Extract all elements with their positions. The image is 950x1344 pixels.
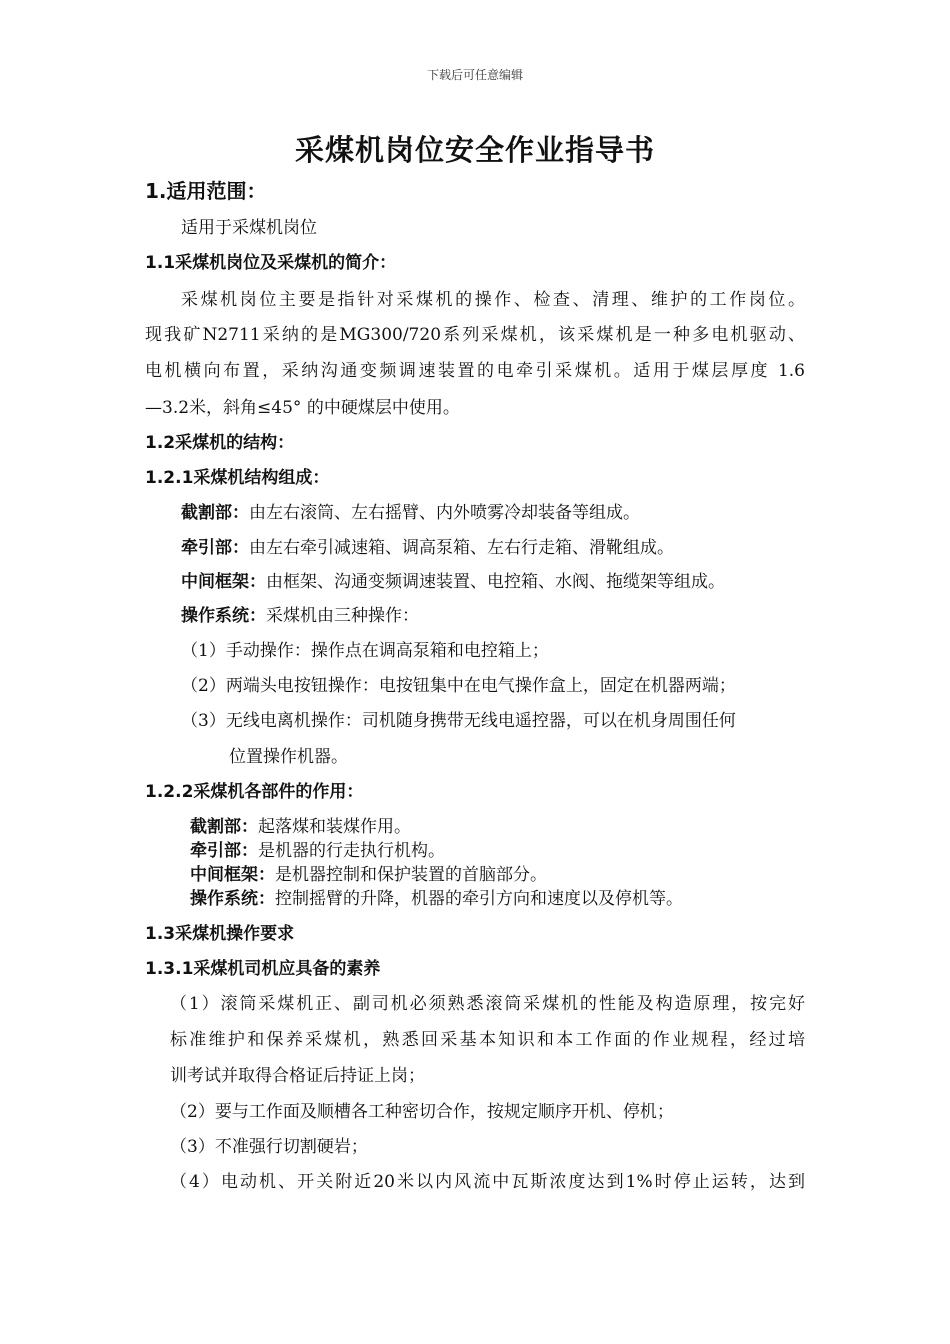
section-1-2-1-heading: 1.2.1采煤机结构组成： [145,468,330,488]
operation-mode-item: （2）两端头电按钮操作：电按钮集中在电气操作盒上，固定在机器两端； [181,676,736,696]
paragraph-line: —3.2米，斜角≤45° 的中硬煤层中使用。 [145,398,460,418]
item-label: 截割部： [181,503,249,523]
section-1-3-heading: 1.3采煤机操作要求 [145,924,295,944]
item-text: 是机器控制和保护装置的首脑部分。 [275,865,547,885]
operation-mode-item-continued: 位置操作机器。 [229,747,348,767]
requirement-line: （4）电动机、开关附近20米以内风流中瓦斯浓度达到1%时停止运转，达到 [170,1172,805,1192]
item-label: 中间框架： [181,572,266,592]
requirement-line: 标准维护和保养采煤机，熟悉回采基本知识和本工作面的作业规程，经过培 [170,1030,805,1050]
item-text: 由左右滚筒、左右摇臂、内外喷雾冷却装备等组成。 [249,503,640,523]
structure-item [181,601,419,626]
item-text: 由左右牵引减速箱、调高泵箱、左右行走箱、滑靴组成。 [249,538,674,558]
structure-item [181,567,725,592]
item-label: 截割部： [190,817,258,837]
document-title: 采煤机岗位安全作业指导书 [294,133,655,167]
function-item [190,860,547,885]
section-1-2-heading: 1.2采煤机的结构： [145,433,295,453]
paragraph-line: 现我矿N2711采纳的是MG300/720系列采煤机，该采煤机是一种多电机驱动、 [145,325,805,345]
function-item [190,884,683,909]
item-label: 牵引部： [190,841,258,861]
structure-item [181,498,640,523]
structure-item [181,533,674,558]
item-label: 操作系统： [181,606,266,626]
requirement-line: 训考试并取得合格证后持证上岗； [170,1066,425,1086]
paragraph-line: 采煤机岗位主要是指针对采煤机的操作、检查、清理、维护的工作岗位。 [181,290,805,310]
section-1-body: 适用于采煤机岗位 [181,218,317,238]
item-text: 控制摇臂的升降，机器的牵引方向和速度以及停机等。 [275,889,683,909]
item-label: 牵引部： [181,538,249,558]
requirement-line: （2）要与工作面及顺槽各工种密切合作，按规定顺序开机、停机； [170,1102,674,1122]
requirement-line: （3）不准强行切割硬岩； [170,1137,368,1157]
operation-mode-item: （3）无线电离机操作：司机随身携带无线电遥控器，可以在机身周围任何 [181,711,736,731]
item-label: 操作系统： [190,889,275,909]
function-item [190,836,445,861]
section-1-3-1-heading: 1.3.1采煤机司机应具备的素养 [145,959,381,979]
item-text: 采煤机由三种操作： [266,606,419,626]
item-text: 是机器的行走执行机构。 [258,841,445,861]
item-label: 中间框架： [190,865,275,885]
function-item [190,812,411,837]
operation-mode-item: （1）手动操作：操作点在调高泵箱和电控箱上； [181,641,549,661]
section-1-1-heading: 1.1采煤机岗位及采煤机的简介： [145,253,397,273]
item-text: 由框架、沟通变频调速装置、电控箱、水阀、拖缆架等组成。 [266,572,725,592]
paragraph-line: 电机横向布置，采纳沟通变频调速装置的电牵引采煤机。适用于煤层厚度 1.6 [145,361,805,381]
section-1-2-2-heading: 1.2.2采煤机各部件的作用： [145,782,364,802]
item-text: 起落煤和装煤作用。 [258,817,411,837]
section-1-heading: 1.适用范围： [145,179,267,203]
page-header: 下载后可任意编辑 [426,68,523,82]
requirement-line: （1）滚筒采煤机正、副司机必须熟悉滚筒采煤机的性能及构造原理，按完好 [170,994,805,1014]
